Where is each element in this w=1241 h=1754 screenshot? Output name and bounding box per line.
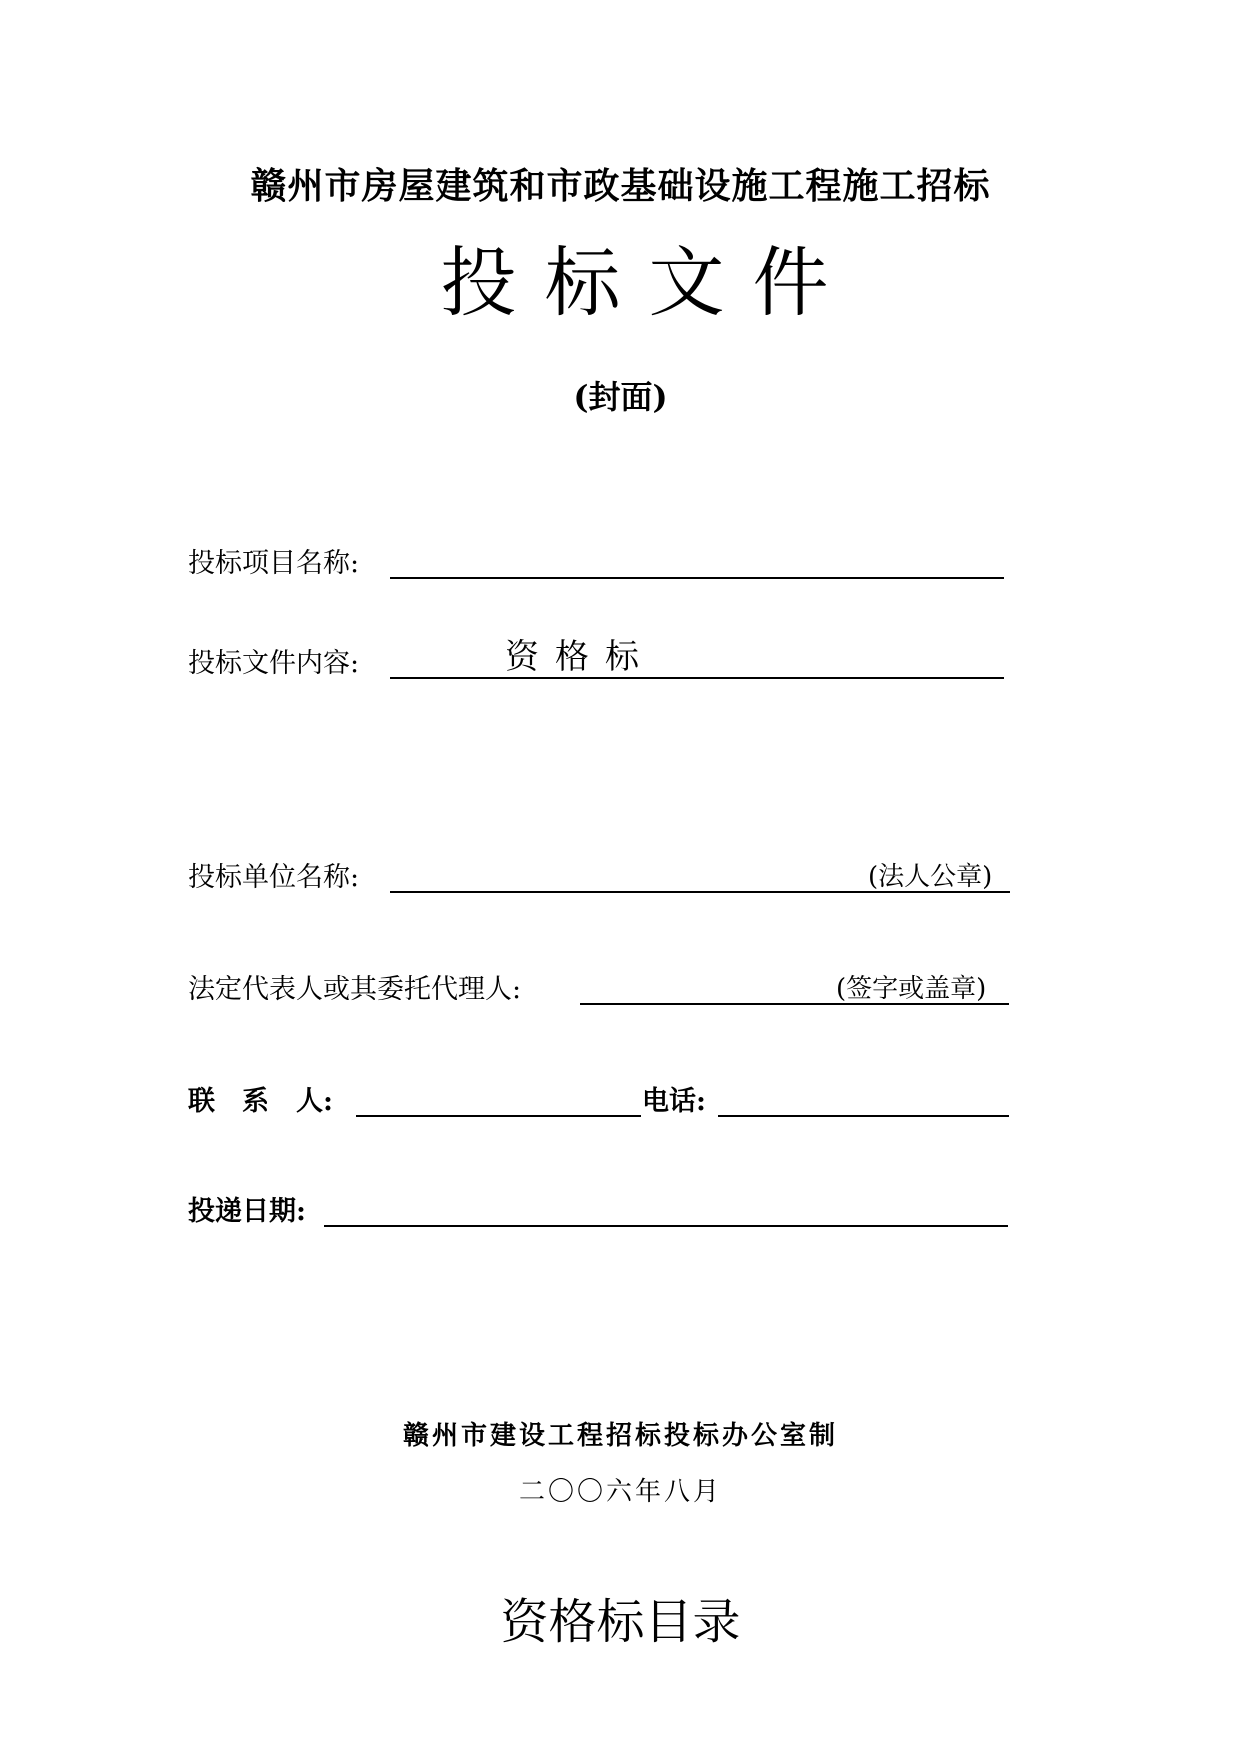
representative-label: 法定代表人或其委托代理人: xyxy=(188,974,522,1005)
content-value: 资格标 xyxy=(505,637,655,677)
document-title: 投标文件 xyxy=(440,238,857,327)
toc-title: 资格标目录 xyxy=(500,1594,741,1650)
contact-line xyxy=(356,1115,641,1117)
content-label: 投标文件内容: xyxy=(188,648,360,679)
bidder-label: 投标单位名称: xyxy=(188,862,360,893)
content-line xyxy=(390,677,1004,679)
contact-label: 联 系 人: xyxy=(188,1086,333,1117)
phone-label: 电话: xyxy=(642,1086,706,1117)
issuer-text: 赣州市建设工程招标投标办公室制 xyxy=(402,1421,838,1451)
issue-date: 二〇〇六年八月 xyxy=(518,1477,722,1507)
cover-label: (封面) xyxy=(573,378,668,416)
representative-sign-note: (签字或盖章) xyxy=(836,974,987,1004)
delivery-date-label: 投递日期: xyxy=(188,1196,306,1227)
delivery-date-line xyxy=(324,1225,1008,1227)
document-subtitle: 赣州市房屋建筑和市政基础设施工程施工招标 xyxy=(250,165,991,207)
phone-line xyxy=(718,1115,1009,1117)
project-name-label: 投标项目名称: xyxy=(188,548,360,579)
project-name-line xyxy=(390,577,1004,579)
bidder-seal-note: (法人公章) xyxy=(868,862,993,892)
